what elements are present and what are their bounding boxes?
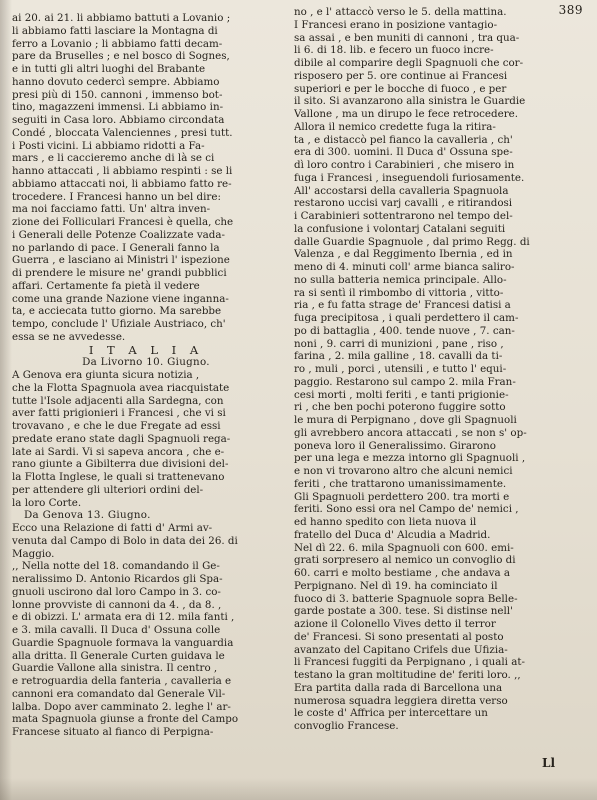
livorno-text-line: rano giunte a Gibilterra due divisioni del- xyxy=(12,458,229,471)
left-text-line: mars , e li caccieremo anche di là se ci xyxy=(12,152,215,165)
left-text-line: di prendere le misure ne' grandi pubblici xyxy=(12,267,227,279)
left-text-line: ma noi facciamo fatti. Un' altra inven- xyxy=(12,203,211,216)
left-text-line: come una grande Nazione viene inganna- xyxy=(12,292,229,305)
left-text-line: presi più di 150. cannoni , immenso bot- xyxy=(12,88,223,101)
genova-text-line: e retroguardia della fanteria , cavalleria e xyxy=(12,675,232,687)
genova-text-line: Maggio. xyxy=(12,547,55,560)
section-title: I T A L I A xyxy=(88,343,204,357)
right-text-line: era di 300. uomini. Il Duca d' Ossuna spe- xyxy=(294,146,513,159)
left-text-line: hanno attaccati , li abbiamo respinti : se li xyxy=(12,165,233,177)
left-text-line: li abbiamo fatti lasciare la Montagna di xyxy=(12,24,218,37)
genova-text-line: Francese situato al fianco di Perpigna- xyxy=(12,726,214,738)
left-text-line: Guerra , e lasciano ai Ministri l' ispezione xyxy=(12,254,230,267)
right-text-line: fuga precipitosa , i quali perdettero il cam- xyxy=(294,312,519,324)
page-number: 389 xyxy=(558,3,583,17)
right-text-line: I Francesi erano in posizione vantagio- xyxy=(294,18,498,31)
genova-text-line: e di obizzi. L' armata era di 12. mila fanti , xyxy=(12,611,235,624)
right-text-line: grati sorpresero al nemico un convoglio di xyxy=(294,554,516,567)
right-text-line: restarono uccisi varj cavalli , e ritirandosi xyxy=(294,197,513,210)
livorno-text-line: trovavano , e che le due Fregate ad essi xyxy=(12,420,221,432)
livorno-text-line: tutte l'Isole adjacenti alla Sardegna, con xyxy=(12,394,224,407)
livorno-text-line: che la Flotta Spagnuola avea riacquistate xyxy=(12,381,230,394)
genova-text-line: e 3. mila cavalli. Il Duca d' Ossuna colle xyxy=(12,624,221,636)
left-text-line: ferro a Lovanio ; li abbiamo fatti decam- xyxy=(12,37,223,50)
left-text-line: ta, e acciecata tutto giorno. Ma sarebbe xyxy=(12,305,222,318)
right-text-line: ta , e distaccò pel fianco la cavalleria , ch' xyxy=(294,133,513,146)
left-text-line: abbiamo attaccati noi, li abbiamo fatto re- xyxy=(12,177,232,190)
right-text-line: Valenza , e dal Reggimento Ibernia , ed in xyxy=(294,248,513,261)
right-text-line: dibile al comparire degli Spagnuoli che cor- xyxy=(294,57,524,69)
right-text-line: ro , muli , porci , utensili , e tutto l' equi- xyxy=(294,363,507,375)
right-text-line: feriti , che trattarono umanissimamente. xyxy=(294,477,507,490)
left-text-line: tino, magazzeni immensi. Li abbiamo in- xyxy=(12,101,224,114)
genova-text-line: lonne provviste di cannoni da 4. , da 8. , xyxy=(12,598,222,611)
genova-text-line: neralissimo D. Antonio Ricardos gli Spa- xyxy=(12,573,223,585)
right-text-line: Allora il nemico credette fuga la ritira- xyxy=(294,120,496,133)
left-text-line: affari. Certamente fa pietà il vedere xyxy=(12,279,200,292)
right-text-line: ria , e fu fatta strage de' Francesi datisi a xyxy=(294,299,511,312)
right-text-line: superiori e per le bocche di fuoco , e per xyxy=(294,82,507,95)
livorno-text-line: la Flotta Inglese, le quali si trattenevano xyxy=(12,471,225,483)
right-text-line: convoglio Francese. xyxy=(294,720,399,732)
genova-text-line: cannoni era comandato dal Generale Vil- xyxy=(12,687,226,700)
dateline-genova: Da Genova 13. Giugno. xyxy=(24,509,151,522)
right-text-line: meno di 4. minuti coll' arme bianca saliro- xyxy=(294,261,515,273)
left-column xyxy=(12,12,280,739)
right-text-line: fuga i Francesi , inseguendoli furiosamente. xyxy=(294,171,525,184)
right-text-line: avanzato del Capitano Crifels due Ufizia- xyxy=(294,643,508,656)
left-text-line: zione dei Folliculari Francesi è quella, che xyxy=(12,216,234,228)
left-text-line: seguiti in Casa loro. Abbiamo circondata xyxy=(12,114,225,126)
livorno-text-line: la loro Corte. xyxy=(12,496,82,509)
right-text-line: risposero per 5. ore continue ai Francesi xyxy=(294,69,508,82)
livorno-text-line: predate erano state dagli Spagnuoli rega- xyxy=(12,432,231,445)
right-text-line: ra si sentì il rimbombo di vittoria , vitto- xyxy=(294,286,504,299)
right-text-line: dalle Guardie Spagnuole , dal primo Regg. di xyxy=(294,235,530,248)
right-text-line: ri , che ben pochi poterono fuggire sotto xyxy=(294,401,506,414)
genova-text-line: lalba. Dopo aver camminato 2. leghe l' ar- xyxy=(12,700,231,713)
right-text-line: no , e l' attaccò verso le 5. della mattina. xyxy=(294,6,507,18)
livorno-text-line: aver fatti prigionieri i Francesi , che vi si xyxy=(12,407,226,420)
right-text-line: per una lega e mezza intorno gli Spagnuoli , xyxy=(294,452,526,465)
right-text-line: fratello del Duca d' Alcudia a Madrid. xyxy=(294,528,491,541)
right-text-line: gli avrebbero ancora attaccati , se non s' op- xyxy=(294,426,527,439)
right-text-line: le mura di Perpignano , dove gli Spagnuoli xyxy=(294,414,517,426)
right-text-line: garde postate a 300. tese. Si distinse nell' xyxy=(294,605,513,618)
left-text-line: no parlando di pace. I Generali fanno la xyxy=(12,241,220,254)
left-text-line: trocedere. I Francesi hanno un bel dire: xyxy=(12,190,221,203)
right-text-line: numerosa squadra leggiera diretta verso xyxy=(294,694,508,707)
right-text-line: azione il Colonello Vives detto il terror xyxy=(294,618,496,630)
right-text-line: cesi morti , molti feriti , e tanti prigionie- xyxy=(294,388,509,401)
right-text-line: Perpignano. Nel dì 19. ha cominciato il xyxy=(294,579,498,592)
genova-text-line: Ecco una Relazione di fatti d' Armi av- xyxy=(12,522,213,534)
right-text-line: no sulla batteria nemica principale. Allo- xyxy=(294,273,507,286)
genova-text-line: gnuoli uscirono dal loro Campo in 3. co- xyxy=(12,585,221,598)
right-text-line: il sito. Si avanzarono alla sinistra le Guardie xyxy=(294,95,526,108)
genova-text-line: alla dritta. Il Generale Curten guidava le xyxy=(12,649,225,662)
right-text-line: li Francesi fuggiti da Perpignano , i quali at- xyxy=(294,656,525,669)
right-text-line: farina , 2. mila galline , 18. cavalli da ti- xyxy=(294,350,503,363)
right-text-line: noni , 9. carri di munizioni , pane , riso , xyxy=(294,337,504,350)
right-text-line: i Carabinieri sottentrarono nel tempo del- xyxy=(294,210,513,222)
right-text-line: testano la gran moltitudine de' feriti loro. ,, xyxy=(294,669,521,681)
right-text-line: paggio. Restarono sul campo 2. mila Fran- xyxy=(294,375,516,388)
right-text-line: li 6. di 18. lib. e fecero un fuoco incre- xyxy=(294,44,494,57)
left-text-line: essa se ne avvedesse. xyxy=(12,330,126,343)
genova-text-line: Guardie Vallone alla sinistra. Il centro , xyxy=(12,662,218,675)
left-text-line: Condé , bloccata Valenciennes , presi tutt. xyxy=(12,126,233,139)
right-text-line: Vallone , ma un dirupo le fece retrocedere. xyxy=(294,108,518,120)
genova-text-line: ,, Nella notte del 18. comandando il Ge- xyxy=(12,560,220,573)
left-text-line: ai 20. ai 21. li abbiamo battuti a Lovanio ; xyxy=(12,12,231,24)
right-text-line: e non vi trovarono altro che alcuni nemici xyxy=(294,465,513,477)
right-text-line: fuoco di 3. batterie Spagnuole sopra Belle- xyxy=(294,592,518,605)
left-text-line: hanno dovuto cedercì sempre. Abbiamo xyxy=(12,75,220,88)
right-text-line: feriti. Sono essi ora nel Campo de' nemici , xyxy=(294,503,519,516)
right-text-line: Era partita dalla rada di Barcellona una xyxy=(294,681,503,694)
right-text-line: dì loro contro i Carabinieri , che misero in xyxy=(294,159,515,171)
right-text-line: sa assai , e ben muniti di cannoni , tra qua- xyxy=(294,31,520,44)
right-text-line: 60. carri e molto bestiame , che andava a xyxy=(294,567,511,579)
right-text-line: po di battaglia , 400. tende nuove , 7. can- xyxy=(294,324,515,337)
right-text-line: le coste d' Affrica per intercettare un xyxy=(294,707,488,720)
bottom-shadow xyxy=(0,778,597,800)
right-text-line: de' Francesi. Si sono presentati al posto xyxy=(294,630,504,643)
livorno-text-line: per attendere gli ulteriori ordini del- xyxy=(12,483,204,496)
left-text-line: e in tutti gli altri luoghi del Brabante xyxy=(12,63,206,75)
right-text-line: Nel dì 22. 6. mila Spagnuoli con 600. emi- xyxy=(294,541,514,554)
genova-text-line: Guardie Spagnuole formava la vanguardia xyxy=(12,636,234,649)
livorno-text-line: A Genova era giunta sicura notizia , xyxy=(12,369,200,381)
signature-mark: Ll xyxy=(542,756,555,770)
right-column xyxy=(294,6,582,733)
genova-text-line: venuta dal Campo di Bolo in data dei 26. di xyxy=(12,534,238,547)
left-text-line: pare da Bruselles ; e nel bosco di Sognes, xyxy=(12,50,230,63)
left-text-line: tempo, conclude l' Ufiziale Austriaco, ch' xyxy=(12,318,226,330)
right-text-line: poneva loro il Generalissimo. Girarono xyxy=(294,439,496,452)
gutter-shadow xyxy=(0,0,12,800)
livorno-text-line: late ai Sardi. Vi si sapeva ancora , che e- xyxy=(12,445,225,458)
right-text-line: ed hanno spedito con lieta nuova il xyxy=(294,516,477,528)
dateline-livorno: Da Livorno 10. Giugno. xyxy=(82,356,210,369)
right-text-line: All' accostarsi della cavalleria Spagnuola xyxy=(294,184,509,197)
left-text-line: i Posti vicini. Li abbiamo ridotti a Fa- xyxy=(12,139,205,152)
left-text-line: i Generali delle Potenze Coalizzate vada- xyxy=(12,228,225,241)
genova-text-line: mata Spagnuola giunse a fronte del Campo xyxy=(12,713,239,726)
right-text-line: la confusione i volontarj Catalani seguiti xyxy=(294,222,506,235)
right-text-line: Gli Spagnuoli perdettero 200. tra morti e xyxy=(294,490,510,503)
